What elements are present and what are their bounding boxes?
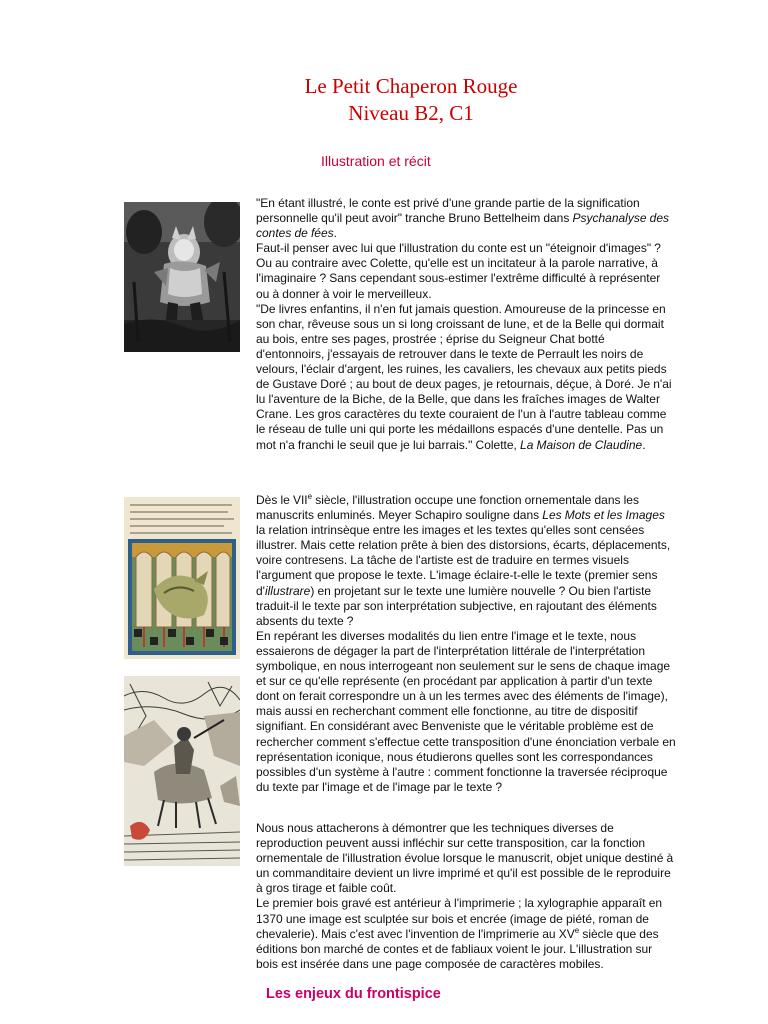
text-run: "De livres enfantins, il n'en fut jamais question. Amoureuse de la princesse en son char, rêveuse sous un si long croissant de lune, et de la Belle qui dormait au bois, entre ses pages, prostrée ; éprise du Seigneur Chat botté d'entonnoirs, j'essayais de retrouver dans le texte de Perrault les noirs de velours, l'éclair d'argent, les ruines, les cavaliers, les chevaux aux petits pieds de Gustave Doré ; au bout de deux pages, je retournais, déçue, à Doré. Je n'ai lu l'aventure de la Biche, de la Belle, que dans les fraîches images de Walter Crane. Les gros caractères du texte couraient de l'un à l'autre tableau comme le réseau de tulle uni qui porte les médaillons espacés d'une dentelle. Pas un mot n'a franchi le seuil que je lui barrais." Colette,: [256, 301, 672, 452]
book-title: Psychanalyse des contes de fées: [256, 211, 670, 241]
manuscript-text-block: [256, 493, 676, 795]
engraving-puss-in-boots-icon: [124, 202, 240, 352]
illuminated-manuscript-dragon-icon: [124, 497, 240, 659]
woodcut-paragraph: [256, 896, 676, 971]
next-section-heading: Les enjeux du frontispice: [266, 986, 441, 1002]
text-run: .: [642, 437, 646, 452]
superscript: e: [307, 492, 313, 501]
manuscript-paragraph: [256, 493, 676, 629]
woodcut-knight-icon: [124, 676, 240, 866]
method-paragraph: En repérant les diverses modalités du lien entre l'image et le texte, nous essaierons de dégager la part de l'interprétation littérale de l'interprétation symbolique, en nous interrogeant non seulement sur le sens de chaque image et sur ce qu'elle représente (en procédant par application à partir d'un texte dont on ferait correspondre un à un les termes avec des éléments de l'image), mais aussi en recherchant comment elle fonctionne, au titre de dispositif signifiant. En considérant avec Benveniste que le véritable problème est de rechercher comment s'effectue cette transposition d'une énonciation verbale en représentation iconique, nous étudierons quelles sont les correspondances possibles d'un système à l'autre : comment fonctionne la traversée réciproque du texte par l'image et de l'image par le texte ?: [256, 628, 676, 794]
colette-quote: [256, 302, 676, 453]
text-run: Dès le VII: [256, 493, 308, 507]
question-paragraph: Faut-il penser avec lui que l'illustration du conte est un "éteignoir d'images" ? Ou au contraire avec Colette, qu'elle est un incitateur à la parole narrative, à l'imaginaire ? Sans cependant sous-estimer l'extrême difficulté à représenter ou à donner à voir le merveilleux.: [256, 241, 661, 301]
book-title: La Maison de Claudine: [520, 437, 643, 452]
text-run: Le premier bois gravé est antérieur à l'imprimerie ; la xylographie apparaît en 1370 une image est sculptée sur bois et encrée (image de piété, roman de chevalerie). Mais c'est avec l'invention de l'imprimerie au XV: [256, 896, 663, 941]
superscript: e: [574, 925, 580, 935]
text-run: "En étant illustré, le conte est privé d'une grande partie de la signification personnelle qu'il peut avoir" tranche Bruno Bettelheim dans: [256, 196, 640, 226]
reproduction-paragraph: Nous nous attacherons à démontrer que les techniques diverses de reproduction peuvent aussi infléchir sur cette transposition, car la fonction ornementale de l'illustration évolue lorsque le manuscrit, objet unique destiné à un commanditaire devient un livre imprimé et qu'il est possible de le reproduire à gros tirage et faible coût.: [256, 821, 674, 896]
document-level: Niveau B2, C1: [348, 101, 474, 125]
intro-text-block: [256, 196, 676, 453]
text-run: .: [333, 226, 337, 241]
text-run: la relation intrinsèque entre les images et les textes qu'elles sont censées illustrer. Mais cette relation prête à bien des distorsions, écarts, déplacements, voire contresens. La tâche de l'artiste est de traduire en termes visuels l'argument que propose le texte. L'image éclaire-t-elle le texte (premier sens d': [256, 523, 671, 598]
latin-term: illustrare: [264, 583, 311, 598]
bettelheim-quote: [256, 196, 676, 241]
text-run: siècle que des éditions bon marché de contes et de fabliaux voient le jour. L'illustration sur bois est insérée dans une page composée de caractères mobiles.: [256, 926, 659, 971]
document-title: Le Petit Chaperon Rouge: [304, 74, 518, 98]
section-subheading: Illustration et récit: [321, 153, 431, 169]
book-title: Les Mots et les Images: [542, 508, 665, 523]
text-run: siècle, l'illustration occupe une fonction ornementale dans les manuscrits enluminés. Meyer Schapiro souligne dans: [256, 493, 639, 523]
text-run: ) en projetant sur le texte une lumière nouvelle ? Ou bien l'artiste traduit-il le texte par son interprétation subjective, en rajoutant des éléments absents du texte ?: [256, 583, 657, 628]
printing-text-block: [256, 821, 676, 972]
